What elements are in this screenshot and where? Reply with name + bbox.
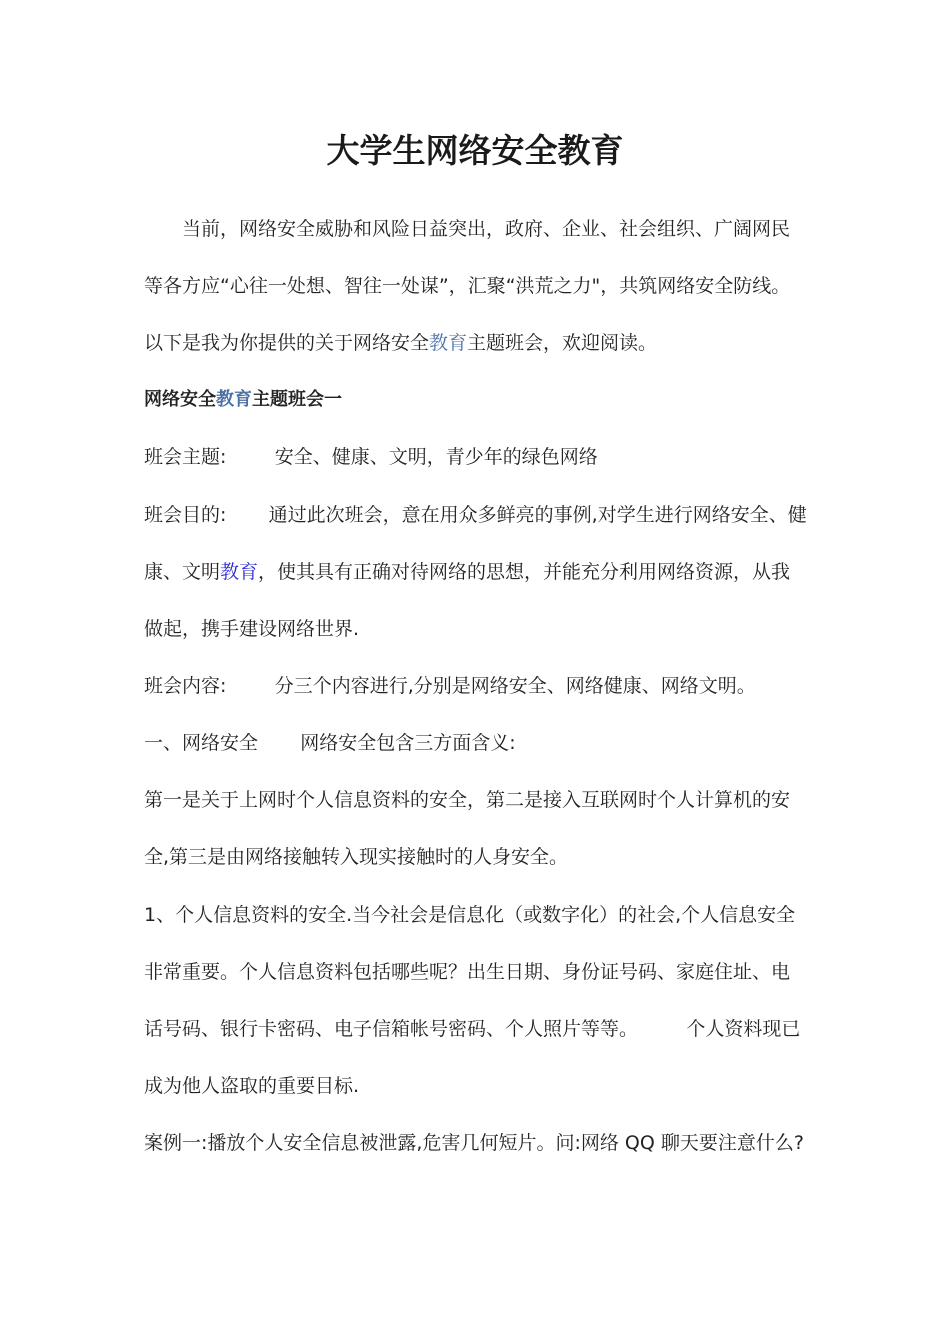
- purpose-line-1: 班会目的: 通过此次班会，意在用众多鲜亮的事例,对学生进行网络安全、健: [144, 504, 807, 526]
- section-heading: [144, 385, 342, 415]
- para2-line-2: 非常重要。个人信息资料包括哪些呢？出生日期、身份证号码、家庭住址、电: [144, 961, 791, 983]
- para2-line-1: 1、个人信息资料的安全.当今社会是信息化（或数字化）的社会,个人信息安全: [144, 904, 796, 926]
- purpose-text-b: ，使其具有正确对待网络的思想，并能充分利用网络资源，从我: [258, 561, 791, 583]
- intro-text-b: 主题班会，欢迎阅读。: [467, 332, 658, 354]
- para1-line-2: 全,第三是由网络接触转入现实接触时的人身安全。: [144, 846, 569, 868]
- intro-line-1: 当前，网络安全威胁和风险日益突出，政府、企业、社会组织、广阔网民: [182, 218, 791, 240]
- section-one-line: 一、网络安全 网络安全包含三方面含义:: [144, 732, 516, 754]
- intro-line-2: 等各方应“心往一处想、智往一处谋”，汇聚“洪荒之力"，共筑网络安全防线。: [144, 275, 791, 297]
- heading-education-link[interactable]: 教育: [216, 389, 252, 410]
- heading-text-a: 网络安全: [144, 389, 216, 410]
- document-title: 大学生网络安全教育: [326, 131, 624, 170]
- intro-line-3: [144, 328, 657, 358]
- heading-text-b: 主题班会一: [252, 389, 342, 410]
- para1-line-1: 第一是关于上网时个人信息资料的安全，第二是接入互联网时个人计算机的安: [144, 789, 791, 811]
- para2-line-3: 话号码、银行卡密码、电子信箱帐号密码、个人照片等等。 个人资料现已: [144, 1018, 801, 1040]
- class-content-line: 班会内容: 分三个内容进行,分别是网络安全、网络健康、网络文明。: [144, 675, 756, 697]
- purpose-line-3: 做起，携手建设网络世界.: [144, 618, 360, 640]
- purpose-education-link[interactable]: 教育: [220, 561, 259, 583]
- purpose-line-2: [144, 557, 790, 587]
- class-theme-line: 班会主题: 安全、健康、文明，青少年的绿色网络: [144, 446, 598, 468]
- para2-line-4: 成为他人盗取的重要目标.: [144, 1075, 360, 1097]
- intro-text-a: 以下是我为你提供的关于网络安全: [144, 332, 430, 354]
- case-one-line: 案例一:播放个人安全信息被泄露,危害几何短片。问:网络 QQ 聊天要注意什么?: [144, 1132, 804, 1154]
- education-link[interactable]: 教育: [429, 332, 468, 354]
- purpose-text-a: 康、文明: [144, 561, 221, 583]
